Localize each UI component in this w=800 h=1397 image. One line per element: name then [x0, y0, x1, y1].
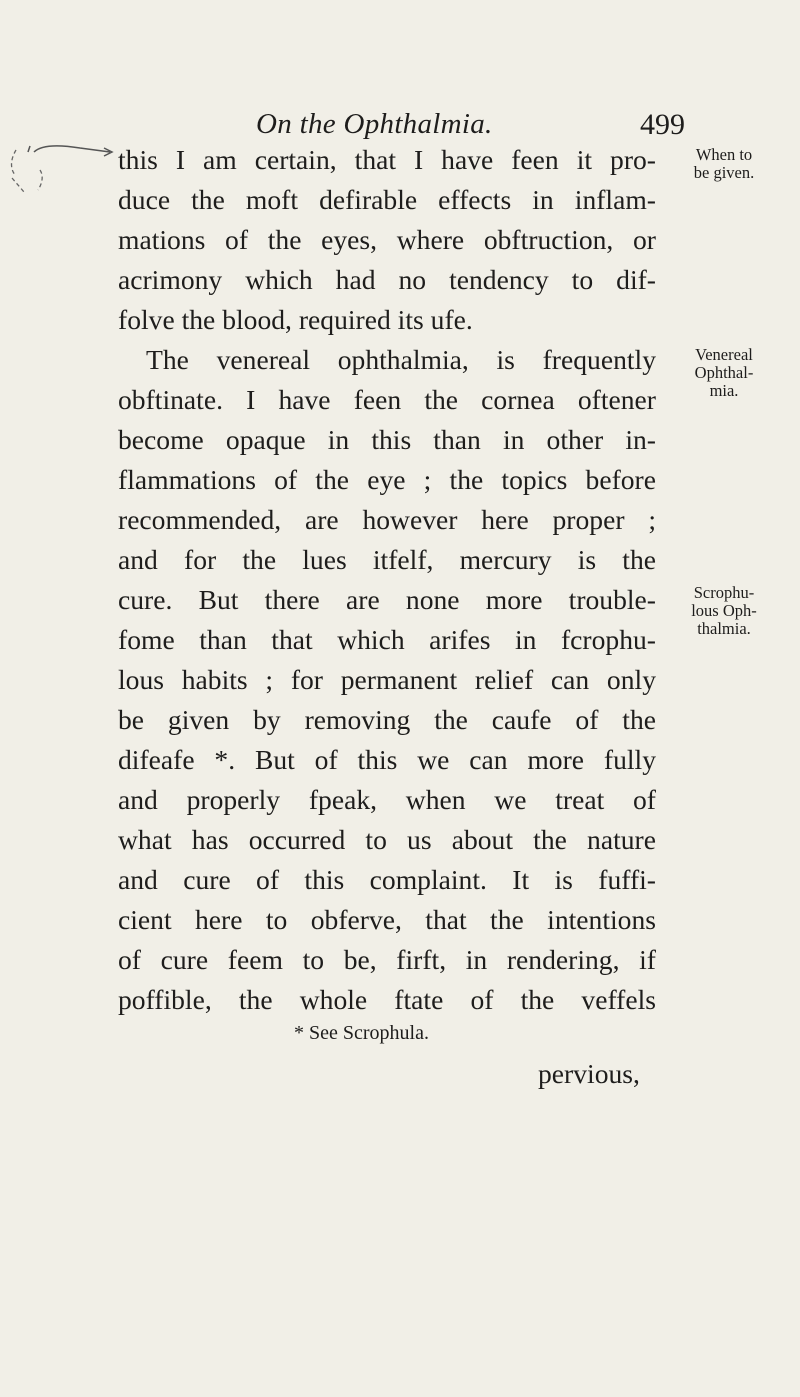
footnote: * See Scrophula.	[294, 1022, 429, 1044]
body-line: flammations of the eye ; the topics before	[118, 464, 656, 495]
running-title: On the Ophthalmia.	[256, 108, 493, 140]
margin-note-line: Venereal	[695, 345, 753, 364]
body-line: this I am certain, that I have feen it pro-	[118, 144, 656, 175]
page-number: 499	[640, 108, 685, 141]
body-line: folve the blood, required its ufe.	[118, 304, 473, 335]
body-line: acrimony which had no tendency to dif-	[118, 264, 656, 295]
margin-note-line: lous Oph-	[691, 601, 757, 620]
margin-note-when-to-be-given	[664, 146, 784, 182]
body-line: The venereal ophthalmia, is frequently	[146, 344, 656, 375]
body-line: poffible, the whole ftate of the veffels	[118, 984, 656, 1015]
margin-note-venereal-ophthalmia	[664, 346, 784, 400]
catchword: pervious,	[538, 1058, 640, 1089]
body-line: lous habits ; for permanent relief can only	[118, 664, 656, 695]
body-line: what has occurred to us about the nature	[118, 824, 656, 855]
body-line: recommended, are however here proper ;	[118, 504, 656, 535]
body-line: fome than that which arifes in fcrophu-	[118, 624, 656, 655]
body-line: become opaque in this than in other in-	[118, 424, 656, 455]
margin-note-line: thalmia.	[697, 619, 751, 638]
body-line: cure. But there are none more trouble-	[118, 584, 656, 615]
margin-note-line: mia.	[709, 381, 739, 400]
body-line: be given by removing the caufe of the	[118, 704, 656, 735]
body-line: obftinate. I have feen the cornea oftener	[118, 384, 656, 415]
body-line: cient here to obferve, that the intentions	[118, 904, 656, 935]
margin-note-scrophulous-ophthalmia	[664, 584, 784, 638]
body-line: and cure of this complaint. It is fuffi-	[118, 864, 656, 895]
body-line: mations of the eyes, where obftruction, or	[118, 224, 656, 255]
margin-note-line: Ophthal-	[694, 363, 754, 382]
body-text	[118, 140, 656, 1020]
body-line: and for the lues itfelf, mercury is the	[118, 544, 656, 575]
body-line: and properly fpeak, when we treat of	[118, 784, 656, 815]
body-line: duce the moft defirable effects in inflam-	[118, 184, 656, 215]
body-line: of cure feem to be, firft, in rendering, if	[118, 944, 656, 975]
pencil-arrow-mark	[0, 140, 120, 250]
body-line: difeafe *. But of this we can more fully	[118, 744, 656, 775]
margin-note-line: be given.	[693, 163, 755, 182]
margin-note-line: When to	[695, 145, 753, 164]
margin-note-line: Scrophu-	[693, 583, 755, 602]
